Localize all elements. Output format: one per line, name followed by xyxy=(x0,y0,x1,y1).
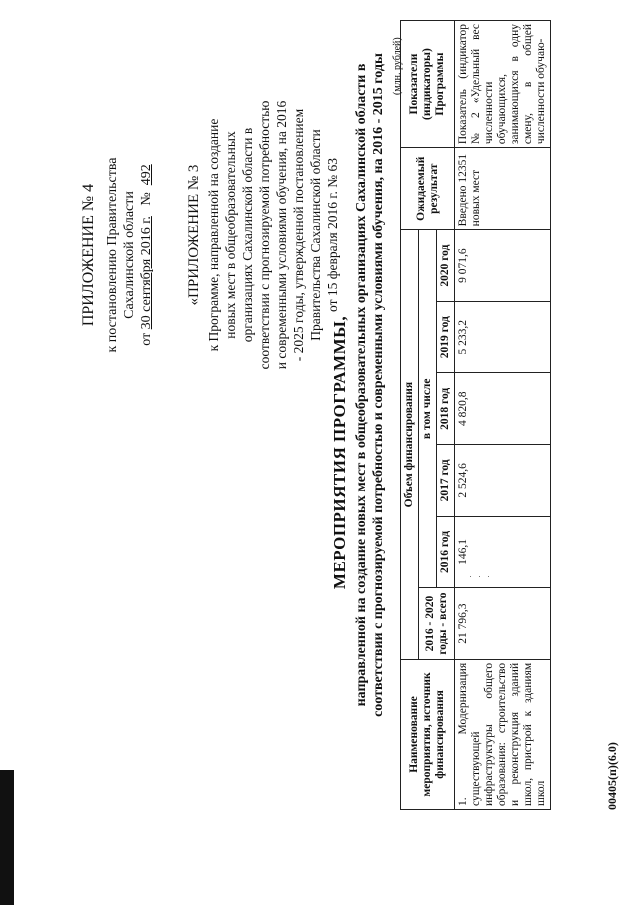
cell-year-value: 4 820,8 xyxy=(455,373,551,445)
header-year: 2020 год xyxy=(437,230,455,302)
table-header-row xyxy=(401,21,419,810)
prev-line: новых мест в общеобразовательных xyxy=(223,131,238,339)
header-including: в том числе xyxy=(419,230,437,588)
header-indicators: Показатели (индикаторы) Программы xyxy=(401,21,455,148)
cell-result: Введено 12351 новых мест xyxy=(455,148,551,230)
decree-number: 492 xyxy=(139,164,154,186)
header-year: 2016 год xyxy=(437,516,455,588)
decree-date: 30 сентября 2016 г. xyxy=(139,216,154,330)
number-label: № xyxy=(139,192,154,206)
prev-line: соответствии с прогнозируемой потребностью xyxy=(257,100,272,370)
appendix-date-line xyxy=(138,85,155,425)
header-name: Наименование мероприятия, источник финансирования xyxy=(401,659,455,809)
cell-indicators: Показатель (индикатор № 2 «Удельный вес численности обучающихся, занимающихся в одну смену, в общей численности обучаю- xyxy=(455,21,551,148)
header-funding: Объем финансирования xyxy=(401,230,419,660)
prev-line: организациях Сахалинской области в xyxy=(240,127,255,343)
cell-year-value: 5 233,2 xyxy=(455,301,551,373)
form-code: 00405(п)(6.0) xyxy=(605,742,619,810)
header-year: 2019 год xyxy=(437,301,455,373)
prev-line: и современными условиями обучения, на 2016 xyxy=(274,100,289,370)
measures-table xyxy=(400,20,551,810)
cell-year-value: 146,1 xyxy=(455,516,551,588)
prev-line: к Программе, направленной на создание xyxy=(206,118,221,352)
document-title: МЕРОПРИЯТИЯ ПРОГРАММЫ, xyxy=(330,315,349,590)
header-total: 2016 - 2020 годы - всего xyxy=(419,588,455,660)
date-prefix: от xyxy=(139,332,154,346)
appendix-title: ПРИЛОЖЕНИЕ № 4 xyxy=(80,183,97,327)
header-result: Ожидаемый результат xyxy=(401,148,455,230)
cell-measure-name: 1. Модернизация существующей инфраструктуры общего образования: строительство и реконструкция зданий школ, пристрой к зданиям школ xyxy=(455,659,551,809)
cell-year-value: 2 524,6 xyxy=(455,445,551,517)
prev-line: Правительства Сахалинской области xyxy=(308,129,323,341)
cell-year-value: 9 071,6 xyxy=(455,230,551,302)
unit-note: (млн. рублей) xyxy=(392,37,403,95)
appendix-line-2: Сахалинской области xyxy=(122,191,137,319)
header-year: 2017 год xyxy=(437,445,455,517)
appendix-reference xyxy=(104,85,155,425)
previous-appendix-title: «ПРИЛОЖЕНИЕ № 3 xyxy=(186,164,202,306)
document-subtitle: направленной на создание новых мест в общеобразовательных организациях Сахалинской области в соответствии с прогнозируемой потребностью и современными условиями обучения, на 2016 - 2015 годы xyxy=(354,53,386,717)
table-row xyxy=(455,21,551,810)
prev-line: от 15 февраля 2016 г. № 63 xyxy=(325,158,340,312)
prev-line: - 2025 годы, утвержденной постановлением xyxy=(291,108,306,362)
previous-appendix-reference xyxy=(205,85,341,385)
appendix-line-1: к постановлению Правительства xyxy=(105,157,120,353)
cell-total: 21 796,3 xyxy=(455,588,551,660)
header-year: 2018 год xyxy=(437,373,455,445)
